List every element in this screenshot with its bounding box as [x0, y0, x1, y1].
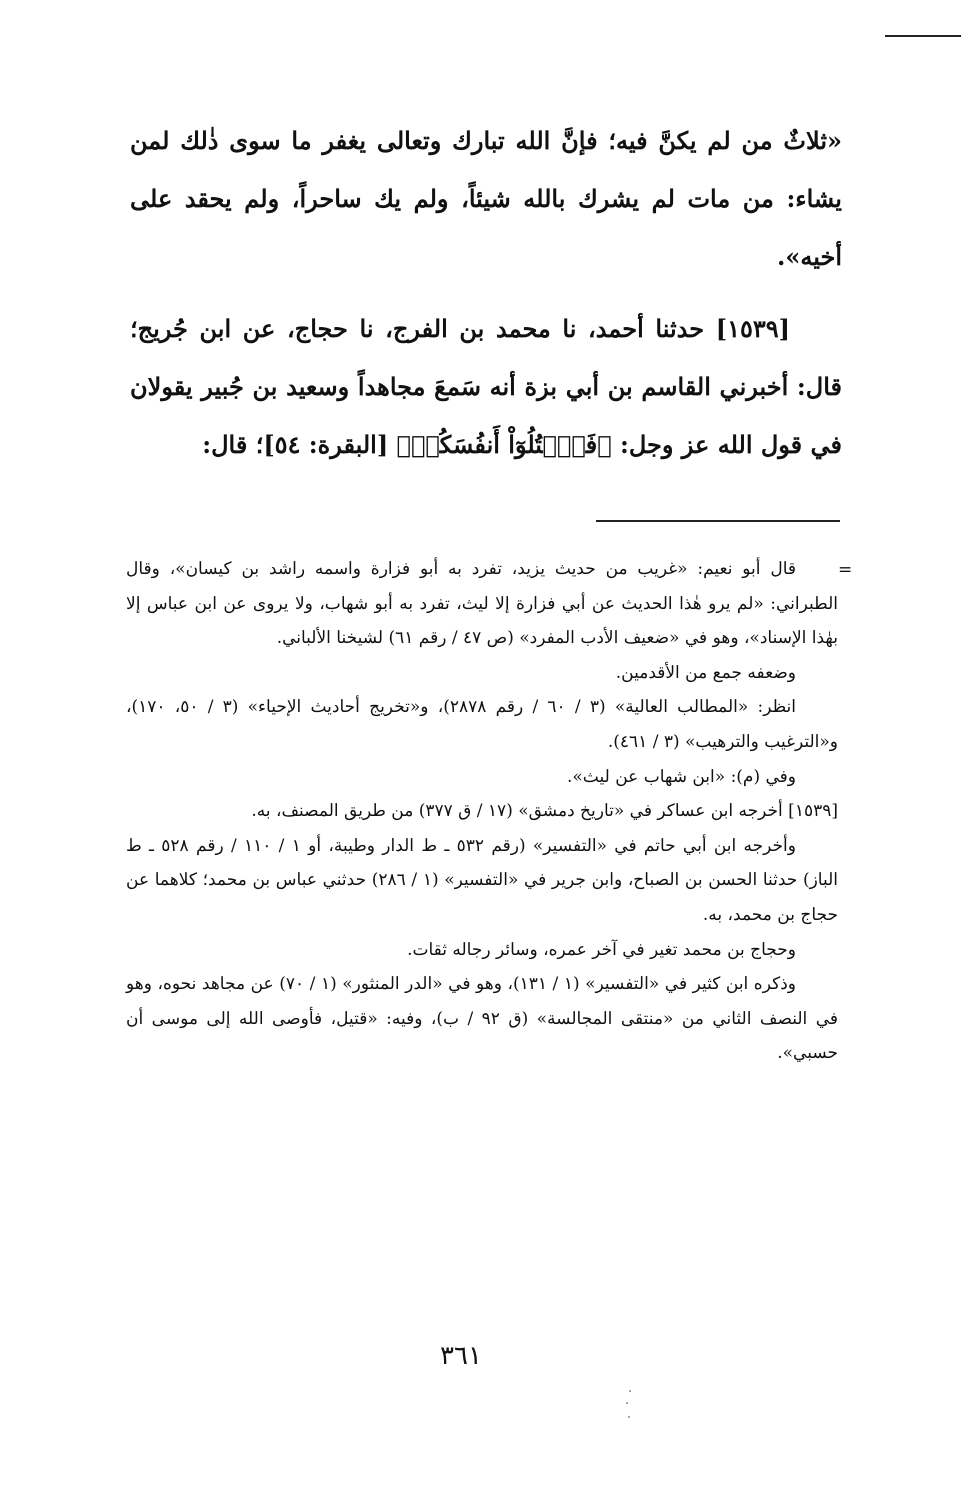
top-corner-rule	[885, 35, 961, 37]
footnote-separator	[596, 520, 840, 522]
main-text	[130, 112, 842, 474]
footnote-line: وفي (م): «ابن شهاب عن ليث».	[567, 766, 796, 787]
hadith-text-continuation: «ثلاثٌ من لم يكنَّ فيه؛ فإنَّ الله تبارك وتعالى يغفر ما سوى ذٰلك لمن يشاء: من مات لم يشرك بالله شيئاً، ولم يك ساحراً، ولم يحقد على أخيه».	[130, 126, 842, 271]
footnote-line: وأخرجه ابن أبي حاتم في «التفسير» (رقم ٥٣٢ ـ ط الدار وطيبة، أو ١ / ١١٠ / رقم ٥٢٨ ـ ط الباز) حدثنا الحسن بن الصباح، وابن جرير في «التفسير» (١ / ٢٨٦) حدثني عباس بن محمد؛ كلاهما عن حجاج بن محمد، به.	[126, 835, 838, 925]
footnote-line: [١٥٣٩] أخرجه ابن عساكر في «تاريخ دمشق» (١٧ / ق ٣٧٧) من طريق المصنف، به.	[251, 801, 838, 822]
footnote-line: انظر: «المطالب العالية» (٣ / ٦٠ / رقم ٢٨٧٨)، و«تخريج أحاديث الإحياء» (٣ / ٥٠، ١٧٠)، و«الترغيب والترهيب» (٣ / ٤٦١).	[126, 697, 838, 752]
footnote-line: وحجاج بن محمد تغير في آخر عمره، وسائر رجاله ثقات.	[407, 939, 796, 960]
page-number: ٣٦١	[440, 1341, 482, 1371]
footnote-continuation-mark: =	[838, 560, 853, 580]
footnote-line: وضعفه جمع من الأقدمين.	[615, 662, 796, 683]
footnotes	[126, 552, 838, 1071]
hadith-1539: [١٥٣٩] حدثنا أحمد، نا محمد بن الفرج، نا حجاج، عن ابن جُريج؛ قال: أخبرني القاسم بن أبي بزة أنه سَمعَ مجاهداً وسعيد بن جُبير يقولان في قول الله عز وجل: ﴿فَٱقۡتُلُوٓاْ أَنفُسَكُمۡ﴾ [البقرة: ٥٤]؛ قال:	[130, 314, 842, 459]
footnote-line: وذكره ابن كثير في «التفسير» (١ / ١٣١)، وهو في «الدر المنثور» (١ / ٧٠) عن مجاهد نحوه، وهو في النصف الثاني من «منتقى المجالسة» (ق ٩٢ / ب)، وفيه: «قتيل، فأوصى الله إلى موسى أن حسبي».	[126, 974, 838, 1064]
scan-specks	[620, 1386, 640, 1426]
footnote-line: قال أبو نعيم: «غريب من حديث يزيد، تفرد به أبو فزارة واسمه راشد بن كيسان»، وقال الطبراني: «لم يرو هٰذا الحديث عن أبي فزارة إلا ليث، تفرد به أبو شهاب، ولا يروى عن ابن عباس إلا بهٰذا الإسناد»، وهو في «ضعيف الأدب المفرد» (ص ٤٧ / رقم ٦١) لشيخنا الألباني.	[126, 559, 838, 649]
